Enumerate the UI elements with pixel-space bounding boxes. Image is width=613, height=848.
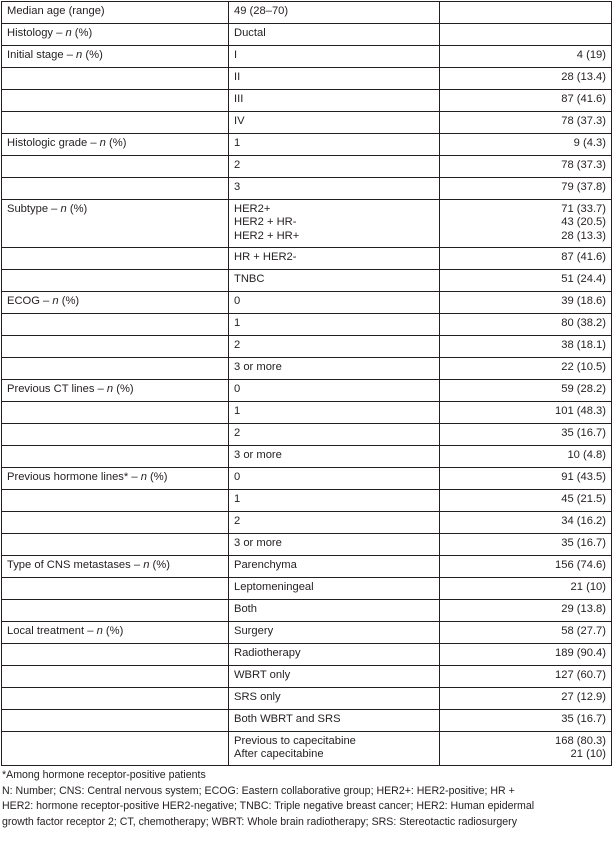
table-body xyxy=(2,2,612,766)
value-label: 78 (37.3) xyxy=(561,115,606,127)
value-label: 78 (37.3) xyxy=(561,159,606,171)
value-label: 91 (43.5) xyxy=(561,471,606,483)
value-cell xyxy=(440,402,612,424)
value-cell xyxy=(440,446,612,468)
value-cell xyxy=(440,468,612,490)
table-row xyxy=(2,666,612,688)
characteristic-cell xyxy=(2,534,229,556)
n-symbol: n xyxy=(52,295,59,307)
value-label: 87 (41.6) xyxy=(561,251,606,263)
category-label: 1 xyxy=(234,317,241,329)
value-cell xyxy=(440,248,612,270)
n-symbol: n xyxy=(143,559,150,571)
characteristic-cell xyxy=(2,134,229,156)
value-label: 21 (10) xyxy=(570,581,606,593)
percent-suffix: (%) xyxy=(105,137,127,149)
table-row xyxy=(2,112,612,134)
characteristic-cell xyxy=(2,68,229,90)
value-label: 43 (20.5) xyxy=(561,216,606,229)
value-label: 101 (48.3) xyxy=(555,405,606,417)
value-cell xyxy=(440,2,612,24)
value-cell xyxy=(440,380,612,402)
category-label: 0 xyxy=(234,383,241,395)
category-cell xyxy=(229,468,440,490)
table-row xyxy=(2,270,612,292)
abbreviation-line: N: Number; CNS: Central nervous system; ECOG: Eastern collaborative group; HER2+: HER2-positive; HR + xyxy=(2,784,515,797)
characteristic-cell xyxy=(2,710,229,732)
value-label: 21 (10) xyxy=(570,748,606,761)
table-row xyxy=(2,688,612,710)
n-symbol: n xyxy=(96,625,103,637)
characteristic-cell xyxy=(2,688,229,710)
category-label: Radiotherapy xyxy=(234,647,301,659)
n-symbol: n xyxy=(76,49,83,61)
characteristic-cell xyxy=(2,90,229,112)
value-cell xyxy=(440,424,612,446)
characteristic-label: Histologic grade – xyxy=(7,137,100,149)
category-cell xyxy=(229,46,440,68)
characteristic-cell xyxy=(2,46,229,68)
percent-suffix: (%) xyxy=(71,27,93,39)
value-cell xyxy=(440,68,612,90)
category-cell xyxy=(229,24,440,46)
category-cell xyxy=(229,90,440,112)
category-cell xyxy=(229,134,440,156)
category-label: Ductal xyxy=(234,27,266,39)
category-cell xyxy=(229,710,440,732)
characteristic-cell xyxy=(2,490,229,512)
category-label: 2 xyxy=(234,427,241,439)
table-row xyxy=(2,710,612,732)
characteristic-cell xyxy=(2,512,229,534)
category-label: 3 or more xyxy=(234,449,282,461)
value-cell xyxy=(440,556,612,578)
category-label: Parenchyma xyxy=(234,559,297,571)
table-row xyxy=(2,2,612,24)
value-cell xyxy=(440,358,612,380)
characteristic-label: Initial stage – xyxy=(7,49,77,61)
value-label: 58 (27.7) xyxy=(561,625,606,637)
category-label: Surgery xyxy=(234,625,274,637)
category-cell xyxy=(229,578,440,600)
characteristic-cell xyxy=(2,314,229,336)
table-row xyxy=(2,732,612,766)
value-label: 156 (74.6) xyxy=(555,559,606,571)
value-cell xyxy=(440,534,612,556)
value-label: 35 (16.7) xyxy=(561,713,606,725)
characteristic-label: Previous hormone lines* – xyxy=(7,471,141,483)
category-cell xyxy=(229,644,440,666)
characteristic-label: Histology – xyxy=(7,27,66,39)
table-row xyxy=(2,292,612,314)
category-cell xyxy=(229,248,440,270)
characteristic-cell xyxy=(2,600,229,622)
table-footer xyxy=(2,768,611,830)
category-cell xyxy=(229,402,440,424)
table-row xyxy=(2,134,612,156)
footnote: *Among hormone receptor-positive patients xyxy=(2,769,206,781)
characteristic-cell xyxy=(2,292,229,314)
category-cell xyxy=(229,556,440,578)
category-label: Previous to capecitabine xyxy=(234,735,356,747)
value-cell xyxy=(440,644,612,666)
characteristic-cell xyxy=(2,112,229,134)
value-cell xyxy=(440,178,612,200)
table-row xyxy=(2,248,612,270)
percent-suffix: (%) xyxy=(58,295,80,307)
value-cell xyxy=(440,490,612,512)
category-label: 0 xyxy=(234,295,241,307)
characteristic-cell xyxy=(2,622,229,644)
table-row xyxy=(2,468,612,490)
table-row xyxy=(2,534,612,556)
category-cell xyxy=(229,270,440,292)
category-cell xyxy=(229,446,440,468)
table-row xyxy=(2,336,612,358)
value-label: 27 (12.9) xyxy=(561,691,606,703)
value-label: 34 (16.2) xyxy=(561,515,606,527)
category-label: I xyxy=(234,49,238,61)
characteristic-cell xyxy=(2,2,229,24)
category-label: After capecitabine xyxy=(234,748,324,761)
value-label: 35 (16.7) xyxy=(561,427,606,439)
value-label: 80 (38.2) xyxy=(561,317,606,329)
table-row xyxy=(2,556,612,578)
category-label: HER2+ xyxy=(234,203,271,215)
category-label: WBRT only xyxy=(234,669,291,681)
value-cell xyxy=(440,156,612,178)
value-cell xyxy=(440,578,612,600)
characteristic-cell xyxy=(2,402,229,424)
percent-suffix: (%) xyxy=(66,203,88,215)
value-label: 45 (21.5) xyxy=(561,493,606,505)
characteristic-cell xyxy=(2,732,229,766)
category-cell xyxy=(229,534,440,556)
category-label: 3 or more xyxy=(234,537,282,549)
category-cell xyxy=(229,688,440,710)
table-row xyxy=(2,358,612,380)
category-cell xyxy=(229,112,440,134)
value-cell xyxy=(440,270,612,292)
value-label: 9 (4.3) xyxy=(573,137,606,149)
category-cell xyxy=(229,732,440,766)
table-row xyxy=(2,156,612,178)
table-row xyxy=(2,178,612,200)
value-label: 59 (28.2) xyxy=(561,383,606,395)
characteristic-cell xyxy=(2,248,229,270)
characteristic-cell xyxy=(2,644,229,666)
characteristic-cell xyxy=(2,358,229,380)
category-label: HER2 + HR+ xyxy=(234,229,300,242)
characteristic-cell xyxy=(2,446,229,468)
table-row xyxy=(2,200,612,248)
value-cell xyxy=(440,112,612,134)
characteristic-cell xyxy=(2,556,229,578)
value-label: 51 (24.4) xyxy=(561,273,606,285)
value-label: 71 (33.7) xyxy=(561,203,606,215)
category-cell xyxy=(229,200,440,248)
characteristic-label: ECOG – xyxy=(7,295,53,307)
category-label: 1 xyxy=(234,137,241,149)
value-cell xyxy=(440,688,612,710)
n-symbol: n xyxy=(99,137,106,149)
value-label: 35 (16.7) xyxy=(561,537,606,549)
table-row xyxy=(2,24,612,46)
characteristic-cell xyxy=(2,424,229,446)
value-cell xyxy=(440,666,612,688)
category-cell xyxy=(229,380,440,402)
value-cell xyxy=(440,512,612,534)
category-label: 3 or more xyxy=(234,361,282,373)
characteristic-label: Subtype – xyxy=(7,203,61,215)
percent-suffix: (%) xyxy=(113,383,134,395)
value-cell xyxy=(440,292,612,314)
value-label: 28 (13.4) xyxy=(561,71,606,83)
category-cell xyxy=(229,178,440,200)
value-label: 38 (18.1) xyxy=(561,339,606,351)
value-cell xyxy=(440,200,612,248)
table-row xyxy=(2,46,612,68)
value-cell xyxy=(440,600,612,622)
category-label: II xyxy=(234,71,241,83)
category-cell xyxy=(229,68,440,90)
n-symbol: n xyxy=(106,383,114,395)
category-label: TNBC xyxy=(234,273,265,285)
n-symbol: n xyxy=(140,471,147,483)
value-cell xyxy=(440,622,612,644)
table-row xyxy=(2,446,612,468)
value-label: 39 (18.6) xyxy=(561,295,606,307)
category-cell xyxy=(229,666,440,688)
abbreviation-line: HER2: hormone receptor-positive HER2-negative; TNBC: Triple negative breast cancer; HER2: Human epidermal xyxy=(2,800,535,812)
category-cell xyxy=(229,314,440,336)
value-cell xyxy=(440,732,612,766)
category-cell xyxy=(229,512,440,534)
table-row xyxy=(2,600,612,622)
category-cell xyxy=(229,336,440,358)
value-cell xyxy=(440,710,612,732)
characteristic-label: Type of CNS metastases – xyxy=(7,559,144,571)
category-label: 3 xyxy=(234,181,241,193)
characteristic-label: Local treatment – xyxy=(7,625,97,637)
category-cell xyxy=(229,424,440,446)
table-row xyxy=(2,90,612,112)
category-cell xyxy=(229,358,440,380)
category-label: HR + HER2- xyxy=(234,251,297,263)
category-label: 2 xyxy=(234,159,241,171)
value-cell xyxy=(440,24,612,46)
characteristic-label: Median age (range) xyxy=(7,5,105,17)
characteristic-cell xyxy=(2,336,229,358)
value-label: 79 (37.8) xyxy=(561,181,606,193)
characteristic-cell xyxy=(2,200,229,248)
category-cell xyxy=(229,600,440,622)
category-label: 1 xyxy=(234,493,241,505)
category-label: 49 (28–70) xyxy=(234,5,289,17)
patient-characteristics-table xyxy=(1,1,612,766)
value-label: 4 (19) xyxy=(576,49,606,61)
characteristic-cell xyxy=(2,468,229,490)
value-cell xyxy=(440,134,612,156)
characteristic-label: Previous CT lines – xyxy=(7,383,107,395)
value-label: 29 (13.8) xyxy=(561,603,606,615)
table-row xyxy=(2,380,612,402)
category-label: Both WBRT and SRS xyxy=(234,713,341,725)
table-row xyxy=(2,512,612,534)
percent-suffix: (%) xyxy=(102,625,124,637)
value-label: 22 (10.5) xyxy=(561,361,606,373)
table-row xyxy=(2,424,612,446)
table-row xyxy=(2,68,612,90)
characteristic-cell xyxy=(2,156,229,178)
characteristic-cell xyxy=(2,178,229,200)
category-label: III xyxy=(234,93,244,105)
category-label: IV xyxy=(234,115,245,127)
category-label: SRS only xyxy=(234,691,281,703)
value-cell xyxy=(440,336,612,358)
abbreviation-line: growth factor receptor 2; CT, chemotherapy; WBRT: Whole brain radiotherapy; SRS: Stereotactic radiosurgery xyxy=(2,815,518,828)
value-cell xyxy=(440,314,612,336)
value-cell xyxy=(440,46,612,68)
table-row xyxy=(2,622,612,644)
characteristic-cell xyxy=(2,270,229,292)
value-label: 168 (80.3) xyxy=(555,735,606,747)
category-label: 1 xyxy=(234,405,241,417)
category-label: HER2 + HR- xyxy=(234,216,297,229)
table-row xyxy=(2,314,612,336)
table-row xyxy=(2,490,612,512)
category-cell xyxy=(229,490,440,512)
table-row xyxy=(2,578,612,600)
category-label: Both xyxy=(234,603,258,615)
table-row xyxy=(2,402,612,424)
n-symbol: n xyxy=(60,203,67,215)
percent-suffix: (%) xyxy=(146,471,168,483)
characteristic-cell xyxy=(2,666,229,688)
table-row xyxy=(2,644,612,666)
value-label: 10 (4.8) xyxy=(567,449,606,461)
characteristic-cell xyxy=(2,578,229,600)
category-label: 2 xyxy=(234,515,241,527)
category-cell xyxy=(229,156,440,178)
value-cell xyxy=(440,90,612,112)
value-label: 127 (60.7) xyxy=(555,669,606,681)
value-label: 87 (41.6) xyxy=(561,93,606,105)
characteristic-cell xyxy=(2,24,229,46)
n-symbol: n xyxy=(65,27,72,39)
value-label: 28 (13.3) xyxy=(561,229,606,242)
category-cell xyxy=(229,622,440,644)
value-label: 189 (90.4) xyxy=(555,647,606,659)
category-cell xyxy=(229,292,440,314)
percent-suffix: (%) xyxy=(82,49,103,61)
category-label: Leptomeningeal xyxy=(234,581,314,593)
category-label: 2 xyxy=(234,339,241,351)
category-cell xyxy=(229,2,440,24)
percent-suffix: (%) xyxy=(149,559,170,571)
category-label: 0 xyxy=(234,471,241,483)
characteristic-cell xyxy=(2,380,229,402)
